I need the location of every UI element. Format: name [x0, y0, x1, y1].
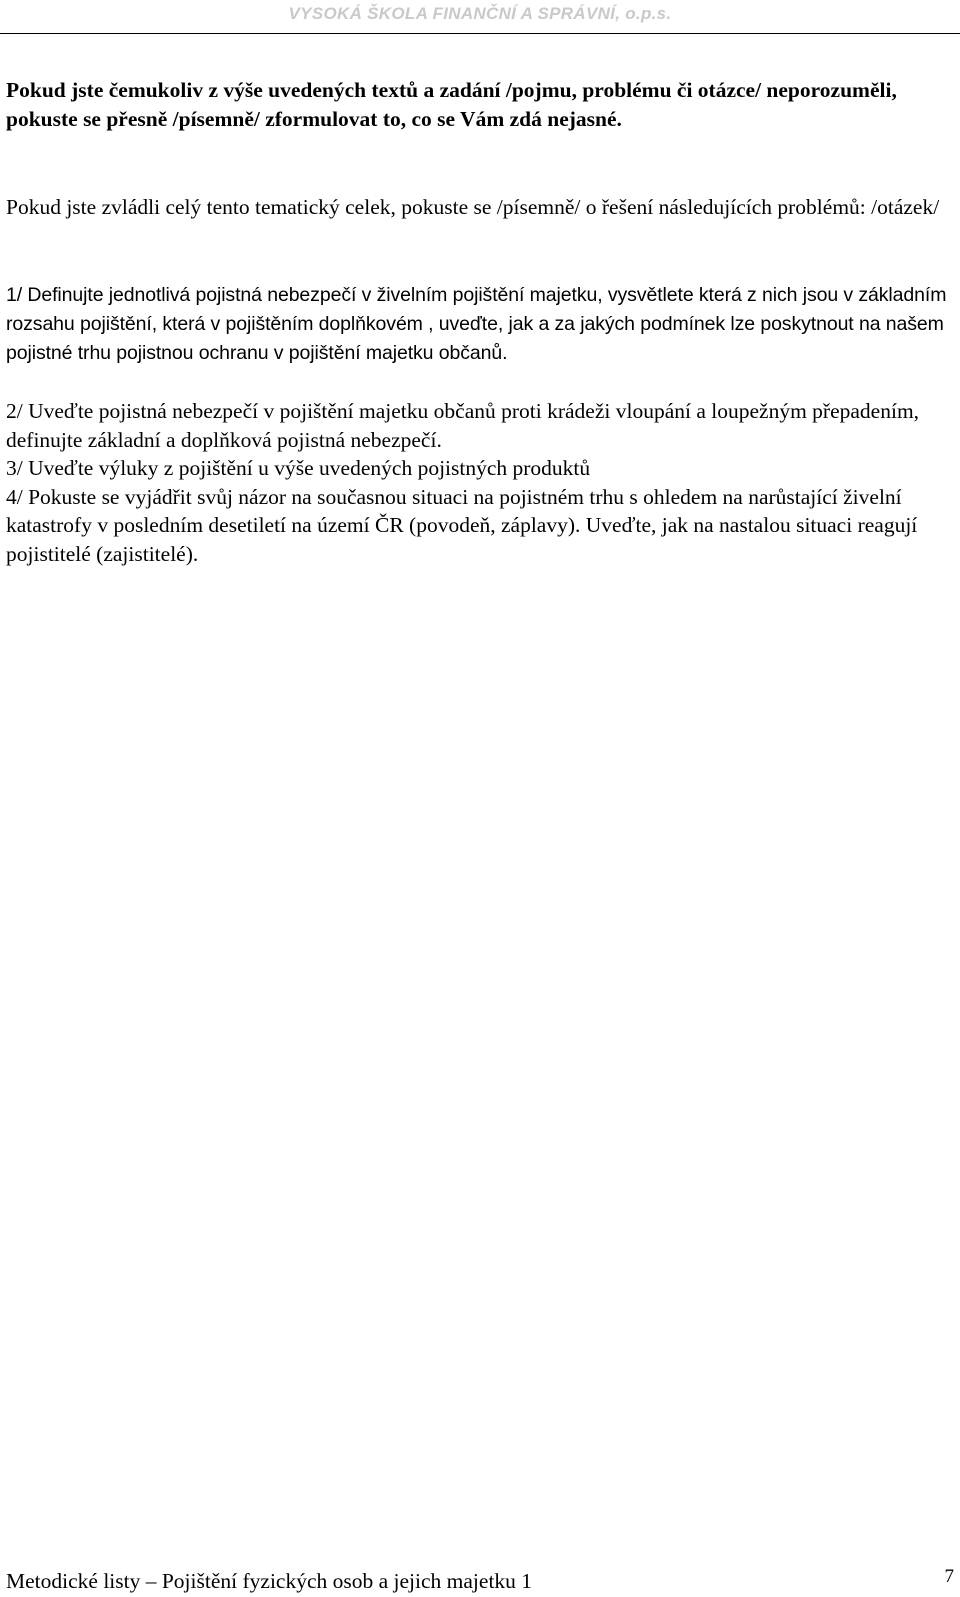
- question-1: 1/ Definujte jednotlivá pojistná nebezpečí v živelním pojištění majetku, vysvětlete která z nich jsou v základním rozsahu pojištění, která v pojištěním doplňkovém , uveďte, jak a za jakých podmínek lze poskytnout na našem pojistné trhu pojistnou ochranu v pojištění majetku občanů.: [6, 284, 947, 364]
- paragraph-not-understood: Pokud jste čemukoliv z výše uvedených textů a zadání /pojmu, problému či otázce/ neporozuměli, pokuste se přesně /písemně/ zformulovat to, co se Vám zdá nejasné.: [6, 78, 897, 131]
- page-header: VYSOKÁ ŠKOLA FINANČNÍ A SPRÁVNÍ, o.p.s.: [288, 4, 672, 23]
- question-4: 4/ Pokuste se vyjádřit svůj názor na současnou situaci na pojistném trhu s ohledem na narůstající živelní katastrofy v posledním desetiletí na území ČR (povodeň, záplavy). Uveďte, jak na nastalou situaci reagují pojistitelé (zajistitelé).: [6, 484, 918, 566]
- page-number: 7: [944, 1566, 954, 1587]
- header-divider: [0, 33, 960, 34]
- question-3: 3/ Uveďte výluky z pojištění u výše uvedených pojistných produktů: [6, 456, 591, 480]
- footer-title: Metodické listy – Pojištění fyzických osob a jejich majetku 1: [6, 1569, 533, 1593]
- paragraph-intro: Pokud jste zvládli celý tento tematický celek, pokuste se /písemně/ o řešení následujících problémů: /otázek/: [6, 195, 940, 219]
- question-2: 2/ Uveďte pojistná nebezpečí v pojištění majetku občanů proti krádeži vloupání a loupežným přepadením, definujte základní a doplňková pojistná nebezpečí.: [6, 399, 920, 452]
- questions-list: [6, 397, 956, 568]
